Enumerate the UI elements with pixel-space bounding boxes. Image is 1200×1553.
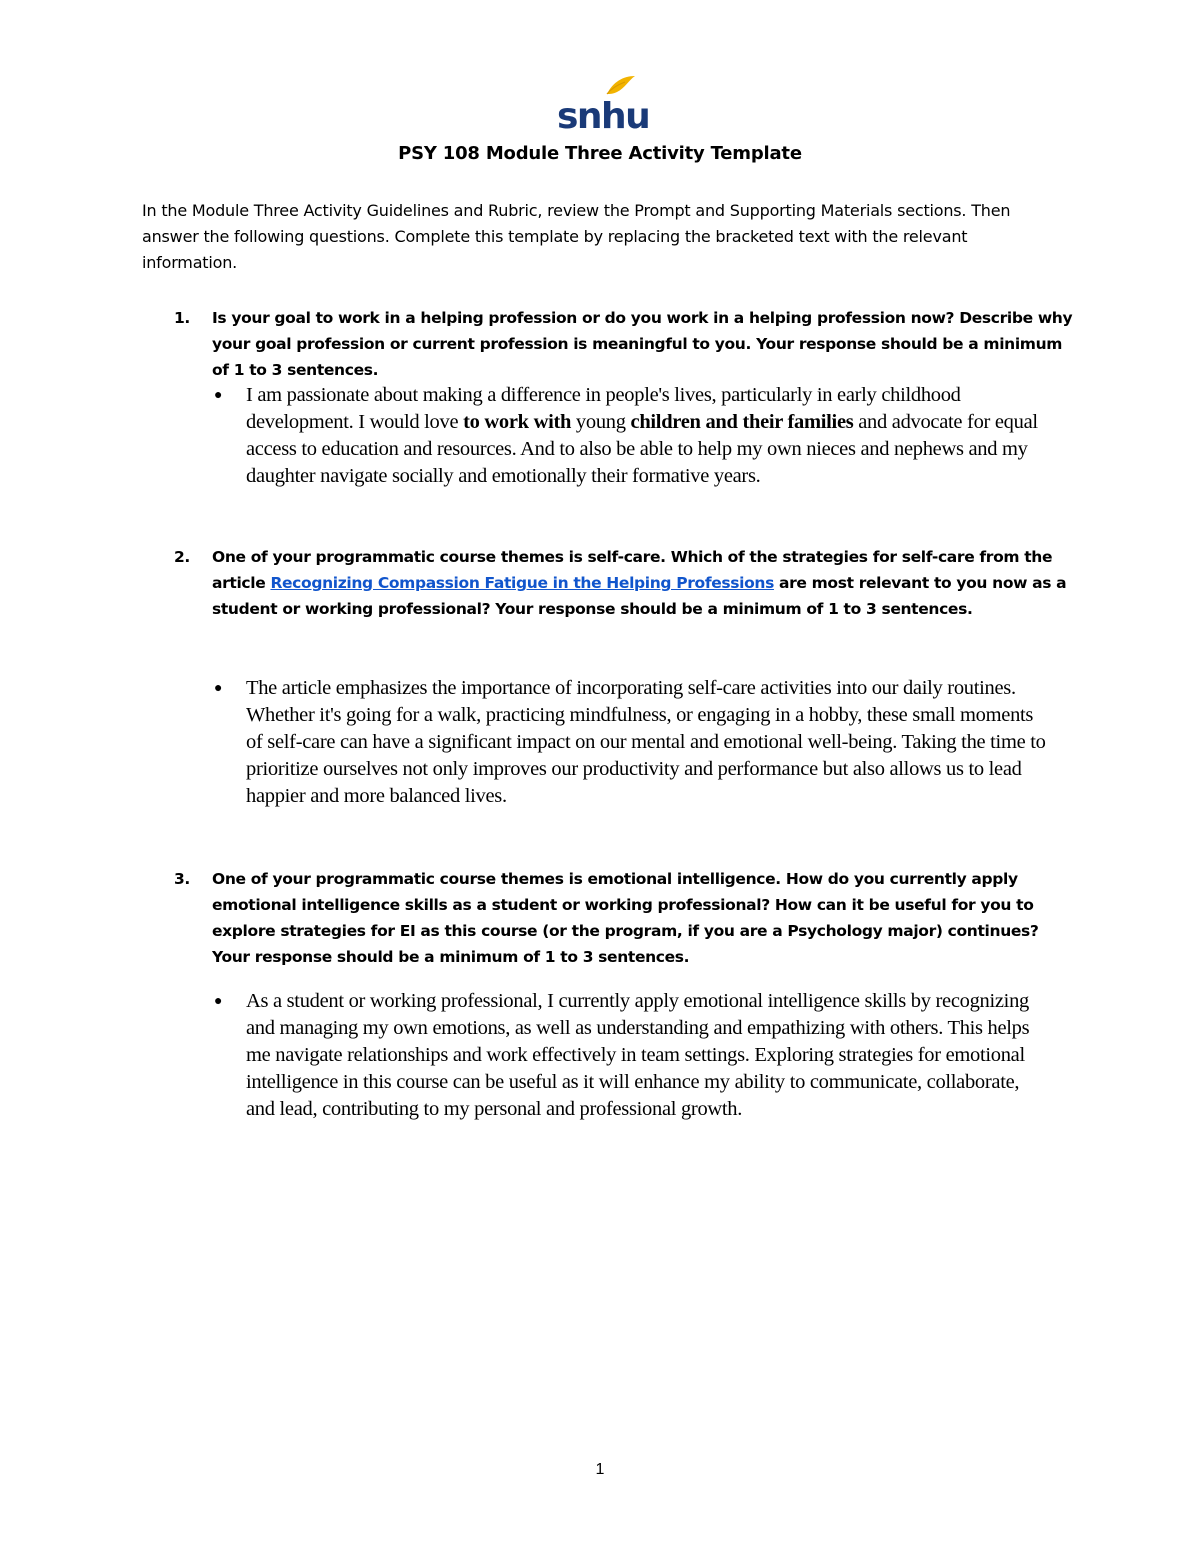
page-title: PSY 108 Module Three Activity Template	[398, 143, 802, 164]
bullet-icon: ●	[214, 388, 223, 403]
question-text-part: One of your programmatic course themes is self-care. Which of the strategies for self-care from the article	[212, 548, 1053, 592]
page-number: 1	[595, 1461, 605, 1478]
article-link[interactable]: Recognizing Compassion Fatigue in the Helping Professions	[270, 574, 774, 592]
question-text-part: are most relevant to you now as a student or working professional? Your response should be a minimum of 1 to 3 sentences.	[212, 574, 1067, 618]
snhu-logo	[555, 74, 650, 137]
question-3	[174, 866, 1074, 970]
question-number: 3.	[174, 870, 190, 888]
question-text	[174, 544, 1074, 622]
answer-text-part: and advocate for equal access to education and resources. And to also be able to help my own nieces and nephews and my daughter navigate socially and emotionally their formative years.	[246, 411, 1038, 487]
answer-1	[214, 382, 1046, 490]
answer-bold-text: to work with	[463, 411, 572, 433]
answer-text: The article emphasizes the importance of incorporating self-care activities into our daily routines. Whether it's going for a walk, practicing mindfulness, or engaging in a hobby, these small moments of self-care can have a significant impact on our mental and emotional well-being. Taking the time to prioritize ourselves not only improves our productivity and performance but also allows us to lead happier and more balanced lives.	[246, 677, 1046, 807]
answer-text-part: I am passionate about making a difference in people's lives, particularly in early childhood development. I would love	[246, 384, 961, 433]
answer-3	[214, 988, 1046, 1123]
question-number: 1.	[174, 309, 190, 327]
answer-text: As a student or working professional, I currently apply emotional intelligence skills by recognizing and managing my own emotions, as well as understanding and empathizing with others. This helps me navigate relationships and work effectively in team settings. Exploring strategies for emotional intelligence in this course can be useful as it will enhance my ability to communicate, collaborate, and lead, contributing to my personal and professional growth.	[246, 990, 1030, 1120]
bullet-icon: ●	[214, 681, 223, 696]
intro-paragraph: In the Module Three Activity Guidelines and Rubric, review the Prompt and Supporting Materials sections. Then answer the following questions. Complete this template by replacing the bracketed text with the relevant information.	[142, 201, 1011, 272]
question-text: Is your goal to work in a helping profession or do you work in a helping profession now? Describe why your goal profession or current profession is meaningful to you. Your response should be a minimum of 1 to 3 sentences.	[212, 309, 1073, 379]
question-1	[174, 305, 1074, 383]
logo-text: snhu	[557, 96, 650, 137]
bullet-icon: ●	[214, 994, 223, 1009]
question-2	[174, 544, 1074, 622]
question-number: 2.	[174, 548, 190, 566]
question-text: One of your programmatic course themes is emotional intelligence. How do you currently apply emotional intelligence skills as a student or working professional? How can it be useful for you to explore strategies for EI as this course (or the program, if you are a Psychology major) continues? Your response should be a minimum of 1 to 3 sentences.	[212, 870, 1039, 966]
leaf-icon	[607, 76, 635, 94]
answer-text-part: young	[571, 411, 631, 433]
answer-bold-text: children and their families	[630, 411, 854, 433]
snhu-logo-graphic	[555, 74, 650, 137]
answer-2	[214, 675, 1046, 810]
